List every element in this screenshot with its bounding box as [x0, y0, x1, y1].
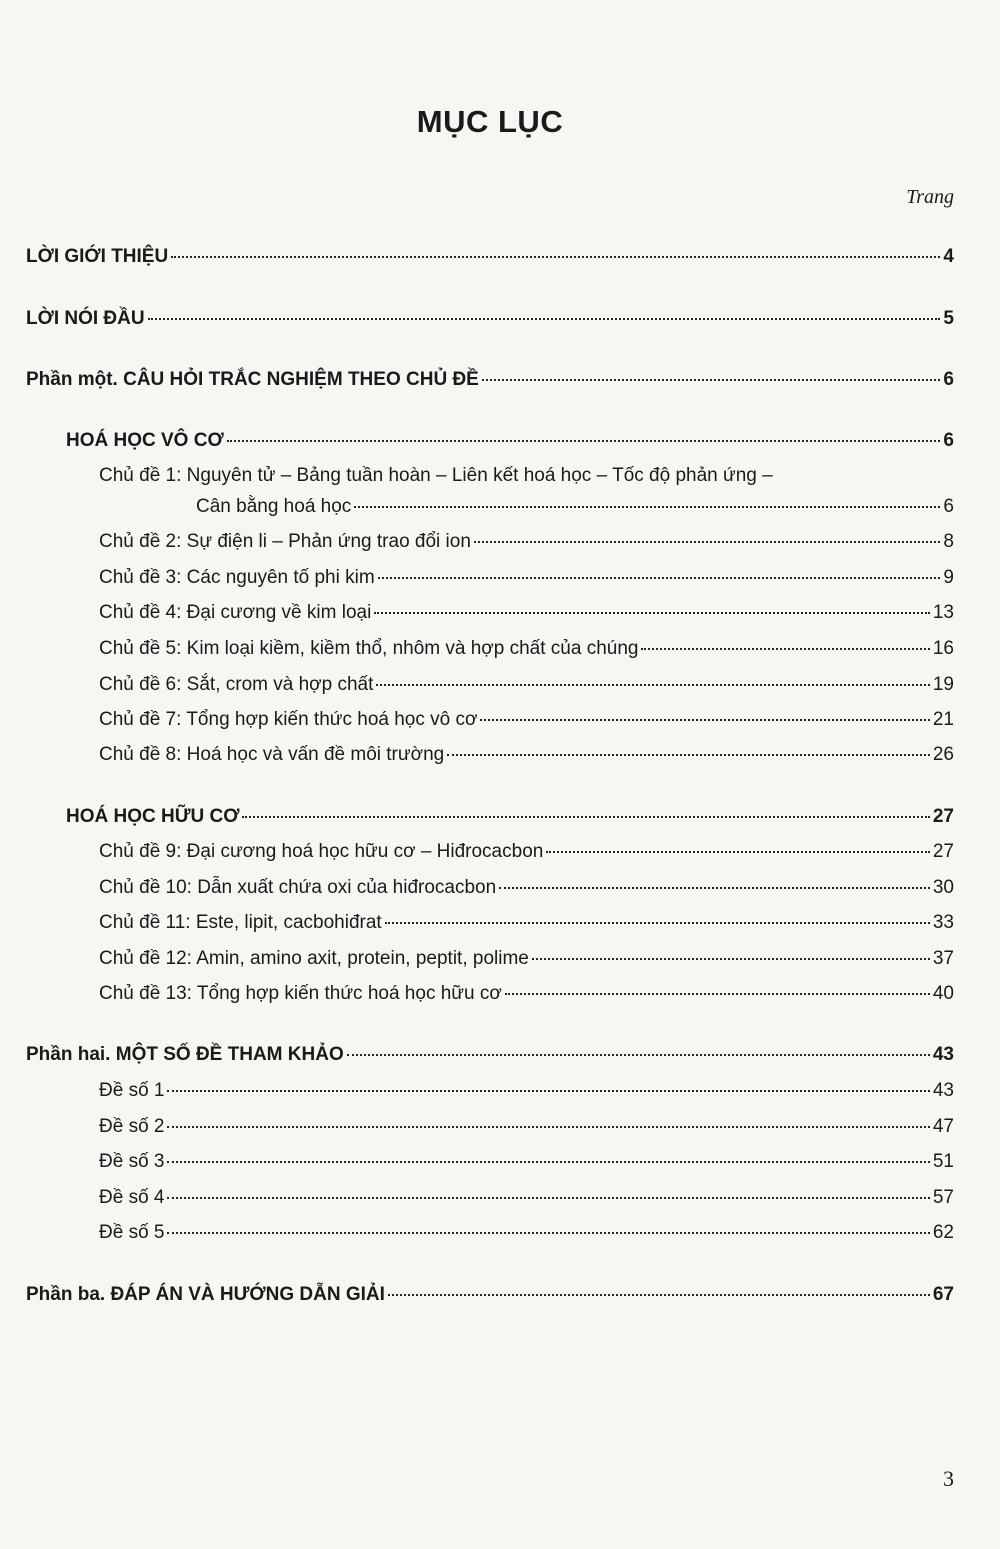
toc-entry-page: 19 — [932, 674, 954, 695]
toc-entry-page: 37 — [932, 948, 954, 969]
toc-entry-de-so-3[interactable] — [99, 1150, 954, 1174]
toc-entry-phan-hai[interactable] — [26, 1043, 954, 1067]
toc-entry-de-so-4[interactable] — [99, 1186, 954, 1210]
toc-entry-label: Chủ đề 1: Nguyên tử – Bảng tuần hoàn – Liên kết hoá học – Tốc độ phản ứng – — [99, 465, 773, 486]
dot-leader — [505, 993, 930, 995]
toc-entry-label: HOÁ HỌC HỮU CƠ — [66, 806, 240, 827]
toc-entry-gioi-thieu[interactable] — [26, 245, 954, 269]
toc-entry-phan-ba[interactable] — [26, 1283, 954, 1307]
toc-entry-page: 16 — [932, 638, 954, 659]
toc-entry-label: Chủ đề 5: Kim loại kiềm, kiềm thổ, nhôm và hợp chất của chúng — [99, 638, 639, 659]
dot-leader — [480, 719, 929, 721]
toc-entry-page: 40 — [932, 983, 954, 1004]
toc-entry-page: 6 — [943, 369, 954, 390]
toc-entry-label: Đề số 3 — [99, 1151, 165, 1172]
toc-entry-chu-de-13[interactable] — [99, 982, 954, 1006]
toc-entry-chu-de-4[interactable] — [99, 601, 954, 625]
toc-entry-de-so-5[interactable] — [99, 1221, 954, 1245]
toc-entry-label: Chủ đề 3: Các nguyên tố phi kim — [99, 567, 375, 588]
dot-leader — [148, 318, 941, 320]
toc-entry-chu-de-8[interactable] — [99, 743, 954, 767]
toc-entry-page: 8 — [943, 531, 954, 552]
dot-leader — [171, 256, 940, 258]
page-title: MỤC LỤC — [416, 104, 564, 139]
toc-entry-chu-de-10[interactable] — [99, 876, 954, 900]
toc-entry-chu-de-3[interactable] — [99, 566, 954, 590]
toc-entry-chu-de-2[interactable] — [99, 530, 954, 554]
toc-entry-page: 57 — [932, 1187, 954, 1208]
toc-entry-page: 51 — [932, 1151, 954, 1172]
toc-entry-page: 26 — [932, 744, 954, 765]
toc-entry-de-so-2[interactable] — [99, 1115, 954, 1139]
dot-leader — [546, 851, 930, 853]
toc-entry-label: Chủ đề 12: Amin, amino axit, protein, peptit, polime — [99, 948, 529, 969]
dot-leader — [532, 958, 930, 960]
toc-entry-chu-de-12[interactable] — [99, 947, 954, 971]
toc-entry-page: 4 — [943, 246, 954, 267]
toc-entry-page: 47 — [932, 1116, 954, 1137]
toc-entry-huu-co[interactable] — [66, 805, 954, 829]
page-column-header: Trang — [906, 186, 954, 208]
toc-entry-page: 43 — [932, 1044, 954, 1065]
dot-leader — [374, 612, 930, 614]
dot-leader — [167, 1126, 929, 1128]
toc-entry-page: 6 — [943, 430, 954, 451]
dot-leader — [378, 577, 941, 579]
toc-entry-chu-de-11[interactable] — [99, 911, 954, 935]
dot-leader — [167, 1197, 929, 1199]
toc-entry-label: Chủ đề 11: Este, lipit, cacbohiđrat — [99, 912, 382, 933]
dot-leader — [354, 506, 940, 508]
toc-entry-label: Chủ đề 9: Đại cương hoá học hữu cơ – Hiđrocacbon — [99, 841, 544, 862]
toc-entry-label: Chủ đề 10: Dẫn xuất chứa oxi của hiđrocacbon — [99, 877, 497, 898]
dot-leader — [167, 1232, 929, 1234]
toc-entry-label: Đề số 4 — [99, 1187, 165, 1208]
dot-leader — [499, 887, 930, 889]
dot-leader — [167, 1161, 929, 1163]
toc-entry-page: 30 — [932, 877, 954, 898]
toc-entry-label: Đề số 2 — [99, 1116, 165, 1137]
toc-entry-label: Phần ba. ĐÁP ÁN VÀ HƯỚNG DẪN GIẢI — [26, 1284, 385, 1305]
toc-entry-de-so-1[interactable] — [99, 1079, 954, 1103]
toc-entry-chu-de-7[interactable] — [99, 708, 954, 732]
toc-entry-chu-de-1-cont[interactable] — [196, 495, 954, 519]
page-number: 3 — [943, 1466, 954, 1491]
dot-leader — [385, 922, 930, 924]
toc-entry-label: Chủ đề 4: Đại cương về kim loại — [99, 602, 372, 623]
dot-leader — [376, 684, 929, 686]
toc-entry-page: 43 — [932, 1080, 954, 1101]
toc-entry-label: Cân bằng hoá học — [196, 496, 352, 517]
toc-entry-chu-de-5[interactable] — [99, 637, 954, 661]
toc-entry-label: Phần hai. MỘT SỐ ĐỀ THAM KHẢO — [26, 1044, 344, 1065]
dot-leader — [347, 1054, 930, 1056]
toc-entry-label: Đề số 1 — [99, 1080, 165, 1101]
toc-entry-page: 6 — [943, 496, 954, 517]
toc-entry-page: 13 — [932, 602, 954, 623]
toc-entry-page: 21 — [932, 709, 954, 730]
toc-entry-page: 27 — [932, 806, 954, 827]
toc-entry-page: 27 — [932, 841, 954, 862]
toc-entry-chu-de-9[interactable] — [99, 840, 954, 864]
toc-entry-label: Chủ đề 2: Sự điện li – Phản ứng trao đổi ion — [99, 531, 471, 552]
dot-leader — [227, 440, 941, 442]
toc-entry-label: LỜI NÓI ĐẦU — [26, 308, 145, 329]
toc-entry-label: Đề số 5 — [99, 1222, 165, 1243]
toc-entry-vo-co[interactable] — [66, 429, 954, 453]
toc-entry-label: Phần một. CÂU HỎI TRẮC NGHIỆM THEO CHỦ ĐỀ — [26, 369, 479, 390]
dot-leader — [474, 541, 941, 543]
toc-entry-page: 5 — [943, 308, 954, 329]
toc-entry-label: Chủ đề 13: Tổng hợp kiến thức hoá học hữu cơ — [99, 983, 502, 1004]
toc-entry-phan-mot[interactable] — [26, 368, 954, 392]
dot-leader — [242, 816, 929, 818]
toc-entry-noi-dau[interactable] — [26, 307, 954, 331]
dot-leader — [641, 648, 929, 650]
toc-entry-page: 67 — [932, 1284, 954, 1305]
dot-leader — [447, 754, 930, 756]
toc-entry-label: Chủ đề 6: Sắt, crom và hợp chất — [99, 674, 374, 695]
dot-leader — [482, 379, 941, 381]
dot-leader — [388, 1294, 930, 1296]
toc-entry-page: 33 — [932, 912, 954, 933]
toc-entry-label: HOÁ HỌC VÔ CƠ — [66, 430, 224, 451]
toc-entry-chu-de-1[interactable] — [99, 464, 954, 488]
dot-leader — [167, 1090, 929, 1092]
toc-entry-label: LỜI GIỚI THIỆU — [26, 246, 169, 267]
toc-entry-label: Chủ đề 8: Hoá học và vấn đề môi trường — [99, 744, 445, 765]
toc-entry-page: 62 — [932, 1222, 954, 1243]
toc-entry-page: 9 — [943, 567, 954, 588]
toc-entry-chu-de-6[interactable] — [99, 673, 954, 697]
toc-entry-label: Chủ đề 7: Tổng hợp kiến thức hoá học vô cơ — [99, 709, 478, 730]
